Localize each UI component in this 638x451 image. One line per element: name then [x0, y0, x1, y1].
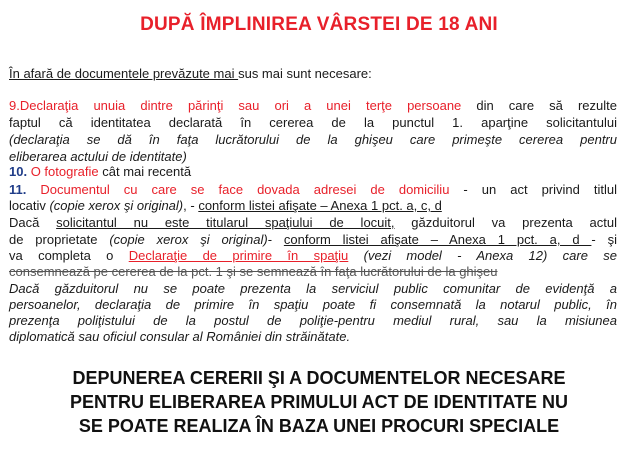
- intro-rest: sus mai sunt necesare:: [238, 66, 372, 81]
- owner-line3: [9, 248, 617, 264]
- owner-line1-a: Dacă: [9, 215, 57, 230]
- footer-line1: DEPUNEREA CERERII ŞI A DOCUMENTELOR NECESARE: [72, 368, 566, 388]
- owner-line2-a: de proprietate: [9, 232, 110, 247]
- page-title: DUPĂ ÎMPLINIREA VÂRSTEI DE 18 ANI: [140, 14, 498, 35]
- owner-line2-c: -: [267, 232, 284, 247]
- owner-line3-a: va completa o: [9, 248, 129, 263]
- footer-line2: PENTRU ELIBERAREA PRIMULUI ACT DE IDENTITATE NU: [70, 392, 568, 412]
- owner-line1-b: solicitantul nu este titularul spaţiului de locuit,: [56, 215, 395, 230]
- item9-line1: [9, 98, 617, 114]
- item9-line3: (declaraţia se dă în faţa lucrătorului de la ghişeu care primeşte cererea pentru: [9, 132, 617, 147]
- host-line2: persoanelor, declaraţia de primire în spaţiu poate fi consemnată la notarul public, în: [9, 297, 617, 312]
- item11-number: 11.: [9, 182, 27, 197]
- owner-list-reference: conform listei afişate – Anexa 1 pct. a, d: [283, 232, 592, 247]
- owner-line4-struck: consemnează pe cererea de la pct. 1 şi se semnează în faţa lucrătorului de la ghişeu: [9, 264, 498, 279]
- owner-line1: [9, 215, 617, 231]
- item11-line1: [9, 182, 617, 198]
- owner-line2-b: (copie xerox şi original): [109, 232, 268, 247]
- item11-line1-rest: - un act privind titlul: [449, 182, 617, 197]
- item10-text: O fotografie: [27, 164, 99, 179]
- owner-line2-e: - şi: [591, 232, 617, 247]
- owner-line2: [9, 232, 617, 248]
- item9-heading: 9.Declaraţia unuia dintre părinţi sau ori a unei terţe persoane: [9, 98, 462, 113]
- item10-number: 10.: [9, 164, 28, 179]
- host-line3: prezenţa poliţistului de la postul de poliţie-pentru mediul rural, sau la misiunea: [9, 313, 617, 328]
- item11-line2: [9, 198, 617, 214]
- item11-line2-c: , -: [183, 198, 199, 213]
- item11-list-reference: conform listei afişate – Anexa 1 pct. a, c, d: [198, 198, 442, 213]
- item11-line2-b: (copie xerox şi original): [49, 198, 184, 213]
- item9-line2: faptul că identitatea declarată în cererea de la punctul 1. aparţine solicitantului: [9, 115, 617, 130]
- item9-line4: eliberarea actului de identitate): [9, 149, 187, 164]
- item11-line2-a: locativ: [9, 198, 50, 213]
- item10-line: [9, 164, 617, 180]
- host-line4: diplomatică sau oficiul consular al României din străinătate.: [9, 329, 351, 344]
- intro-line: [9, 66, 617, 82]
- owner-declaration-title: Declaraţie de primire în spaţiu: [128, 248, 349, 263]
- owner-line3-c: (vezi model - Anexa 12) care se: [348, 248, 617, 263]
- footer-line3: SE POATE REALIZA ÎN BAZA UNEI PROCURI SPECIALE: [78, 416, 560, 436]
- item10-rest: cât mai recentă: [98, 164, 192, 179]
- intro-underlined: În afară de documentele prevăzute mai: [9, 66, 239, 81]
- item11-heading: Documentul cu care se face dovada adresei de domiciliu: [26, 182, 450, 197]
- host-line1: Dacă găzduitorul nu se poate prezenta la serviciul public comunitar de evidenţă a: [9, 281, 617, 296]
- owner-line1-c: găzduitorul va prezenta actul: [394, 215, 617, 230]
- item9-line1-rest: din care să rezulte: [461, 98, 617, 113]
